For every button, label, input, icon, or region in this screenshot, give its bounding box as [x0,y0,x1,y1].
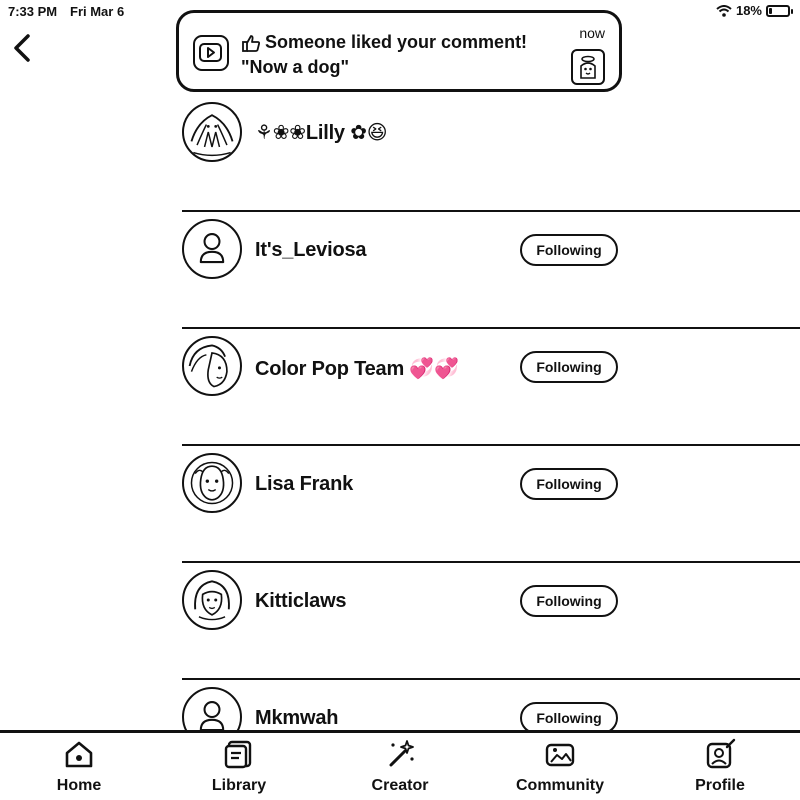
notification-title-text: Someone liked your comment! [265,32,528,52]
status-date: Fri Mar 6 [70,4,125,19]
avatar-lilly [182,102,242,162]
tab-label: Community [516,777,604,794]
tab-home[interactable] [19,737,139,799]
library-icon [222,737,256,771]
username[interactable]: Color Pop Team 💞💞 [255,358,459,380]
battery-icon [766,5,790,17]
avatar-lisa-frank [182,453,242,513]
avatar-color-pop-team [182,336,242,396]
battery-percent: 18% [735,3,762,18]
notification-time: now [579,25,605,41]
notification-banner[interactable] [176,10,622,92]
status-time: 7:33 PM [8,4,58,19]
battery-level [769,8,772,14]
video-play-icon [193,35,229,71]
username[interactable]: Kitticlaws [255,590,347,612]
dog-thumbnail-icon [571,49,605,85]
list-item[interactable] [180,95,800,212]
tab-profile[interactable] [660,737,780,799]
avatar-kitticlaws [182,570,242,630]
list-item[interactable] [180,212,800,329]
notification-body: "Now a dog" [241,57,350,77]
username[interactable]: It's_Leviosa [255,239,367,261]
back-button[interactable] [8,30,36,66]
avatar-placeholder-icon [182,219,242,279]
tab-label: Home [56,777,102,794]
following-list[interactable] [180,95,800,731]
list-item[interactable] [180,446,800,563]
magic-wand-icon [383,737,417,771]
notification-title [241,32,527,53]
tab-label: Library [211,777,267,794]
tab-label: Creator [371,777,429,794]
following-button[interactable]: Following [520,351,618,383]
tab-label: Profile [695,777,745,794]
username[interactable]: ⚘❀❀Lilly ✿😆 [255,122,388,144]
chevron-left-icon [8,30,36,66]
tab-bar [0,730,800,800]
list-item[interactable] [180,329,800,446]
tab-library[interactable] [179,737,299,799]
username[interactable]: Lisa Frank [255,473,354,495]
home-icon [62,737,96,771]
tab-creator[interactable] [340,737,460,799]
list-item[interactable] [180,563,800,680]
following-button[interactable]: Following [520,702,618,731]
tab-community[interactable] [500,737,620,799]
following-button[interactable]: Following [520,585,618,617]
following-button[interactable]: Following [520,234,618,266]
community-icon [543,737,577,771]
wifi-icon [716,5,732,17]
following-button[interactable]: Following [520,468,618,500]
avatar-placeholder-icon [182,687,242,731]
profile-icon [703,737,737,771]
list-item[interactable] [180,680,800,731]
status-right [716,3,790,18]
thumbs-up-icon [241,33,261,53]
username[interactable]: Mkmwah [255,707,339,729]
